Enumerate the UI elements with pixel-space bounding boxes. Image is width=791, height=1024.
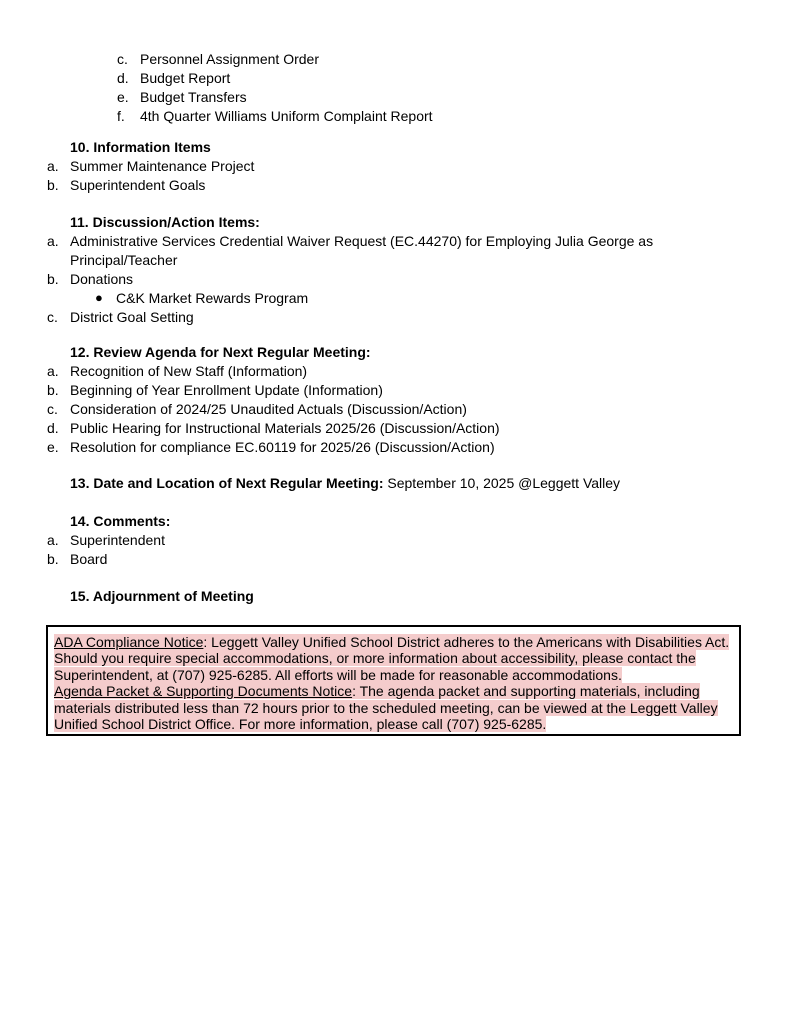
- list-item: [0, 400, 500, 419]
- compliance-notice-box: [46, 625, 741, 736]
- section-adjournment: [70, 587, 254, 606]
- sub-bullet-item: [0, 289, 735, 308]
- list-item: [0, 531, 170, 550]
- section-title: 10. Information Items: [70, 139, 211, 155]
- list-item-text: Budget Transfers: [140, 89, 247, 105]
- list-item-text: Consideration of 2024/25 Unaudited Actuals (Discussion/Action): [70, 401, 467, 417]
- section-title: 13. Date and Location of Next Regular Meeting:: [70, 475, 384, 491]
- section-title: 12. Review Agenda for Next Regular Meeting:: [70, 344, 371, 360]
- list-marker: b.: [47, 177, 59, 193]
- sub-bullet-text: C&K Market Rewards Program: [116, 290, 309, 306]
- list-item-text: Summer Maintenance Project: [70, 158, 255, 174]
- list-item-text: Superintendent Goals: [70, 177, 206, 193]
- list-item-text: Donations: [70, 271, 134, 287]
- section-discussion-action-items: [47, 213, 735, 327]
- list-marker: c.: [117, 51, 128, 67]
- section-title: 14. Comments:: [70, 513, 171, 529]
- list-item: [0, 438, 500, 457]
- list-item-text: Administrative Services Credential Waiver Request (EC.44270) for Employing Julia George as Principal/Teacher: [70, 233, 654, 268]
- ada-notice-label: ADA Compliance Notice: [54, 634, 204, 650]
- list-item: [70, 50, 433, 69]
- ada-notice: [54, 634, 729, 683]
- list-marker: a.: [47, 158, 59, 174]
- list-item-text: Resolution for compliance EC.60119 for 2025/26 (Discussion/Action): [70, 439, 495, 455]
- list-item: [0, 308, 735, 327]
- list-item: [70, 88, 433, 107]
- ada-notice-text: : Leggett Valley Unified School District adheres to the Americans with Disabilities Act. Should you require special accommodations, or more information about accessibility, please contact the Superintendent, at (707) 925-6285. All efforts will be made for reasonable accommodations.: [54, 634, 730, 683]
- list-item-text: District Goal Setting: [70, 309, 194, 325]
- next-meeting-detail: September 10, 2025 @Leggett Valley: [383, 475, 621, 491]
- list-marker: b.: [47, 271, 59, 287]
- packet-notice-text: : The agenda packet and supporting materials, including materials distributed less than 72 hours prior to the scheduled meeting, can be viewed at the Leggett Valley Unified School District Office. For more information, please call (707) 925-6285.: [54, 683, 718, 733]
- bullet-icon: ●: [95, 290, 103, 305]
- list-marker: d.: [117, 70, 129, 86]
- section-review-agenda: [47, 343, 500, 457]
- list-marker: b.: [47, 551, 59, 567]
- list-item: [0, 362, 500, 381]
- section-next-meeting: [70, 474, 620, 493]
- list-marker: a.: [47, 532, 59, 548]
- list-item: [0, 176, 254, 195]
- section-title-row: [70, 474, 620, 493]
- list-item: [0, 550, 170, 569]
- list-item: [70, 69, 433, 88]
- list-item-text: Recognition of New Staff (Information): [70, 363, 308, 379]
- list-marker: e.: [47, 439, 59, 455]
- list-item: [0, 270, 735, 289]
- list-item-text: Public Hearing for Instructional Materials 2025/26 (Discussion/Action): [70, 420, 500, 436]
- packet-notice: [54, 683, 718, 732]
- list-item-text: Budget Report: [140, 70, 231, 86]
- list-marker: a.: [47, 233, 59, 249]
- list-item: [0, 232, 735, 270]
- list-marker: c.: [47, 401, 58, 417]
- list-item: [0, 419, 500, 438]
- list-marker: d.: [47, 420, 59, 436]
- list-marker: e.: [117, 89, 129, 105]
- section-title: 15. Adjournment of Meeting: [70, 588, 254, 604]
- section-information-items: [47, 138, 255, 195]
- packet-notice-label: Agenda Packet & Supporting Documents Notice: [54, 683, 353, 700]
- list-item-text: Board: [70, 551, 108, 567]
- list-item: [70, 107, 433, 126]
- list-item: [0, 157, 254, 176]
- list-item: [0, 381, 500, 400]
- list-marker: f.: [117, 108, 125, 124]
- list-marker: c.: [47, 309, 58, 325]
- list-item-text: Superintendent: [70, 532, 165, 548]
- section-title: 11. Discussion/Action Items:: [70, 214, 260, 230]
- list-item-text: Beginning of Year Enrollment Update (Information): [70, 382, 383, 398]
- list-item-text: 4th Quarter Williams Uniform Complaint Report: [140, 108, 433, 124]
- list-marker: b.: [47, 382, 59, 398]
- list-marker: a.: [47, 363, 59, 379]
- list-item-text: Personnel Assignment Order: [140, 51, 319, 67]
- section-comments: [47, 512, 171, 569]
- continued-items: [70, 50, 433, 126]
